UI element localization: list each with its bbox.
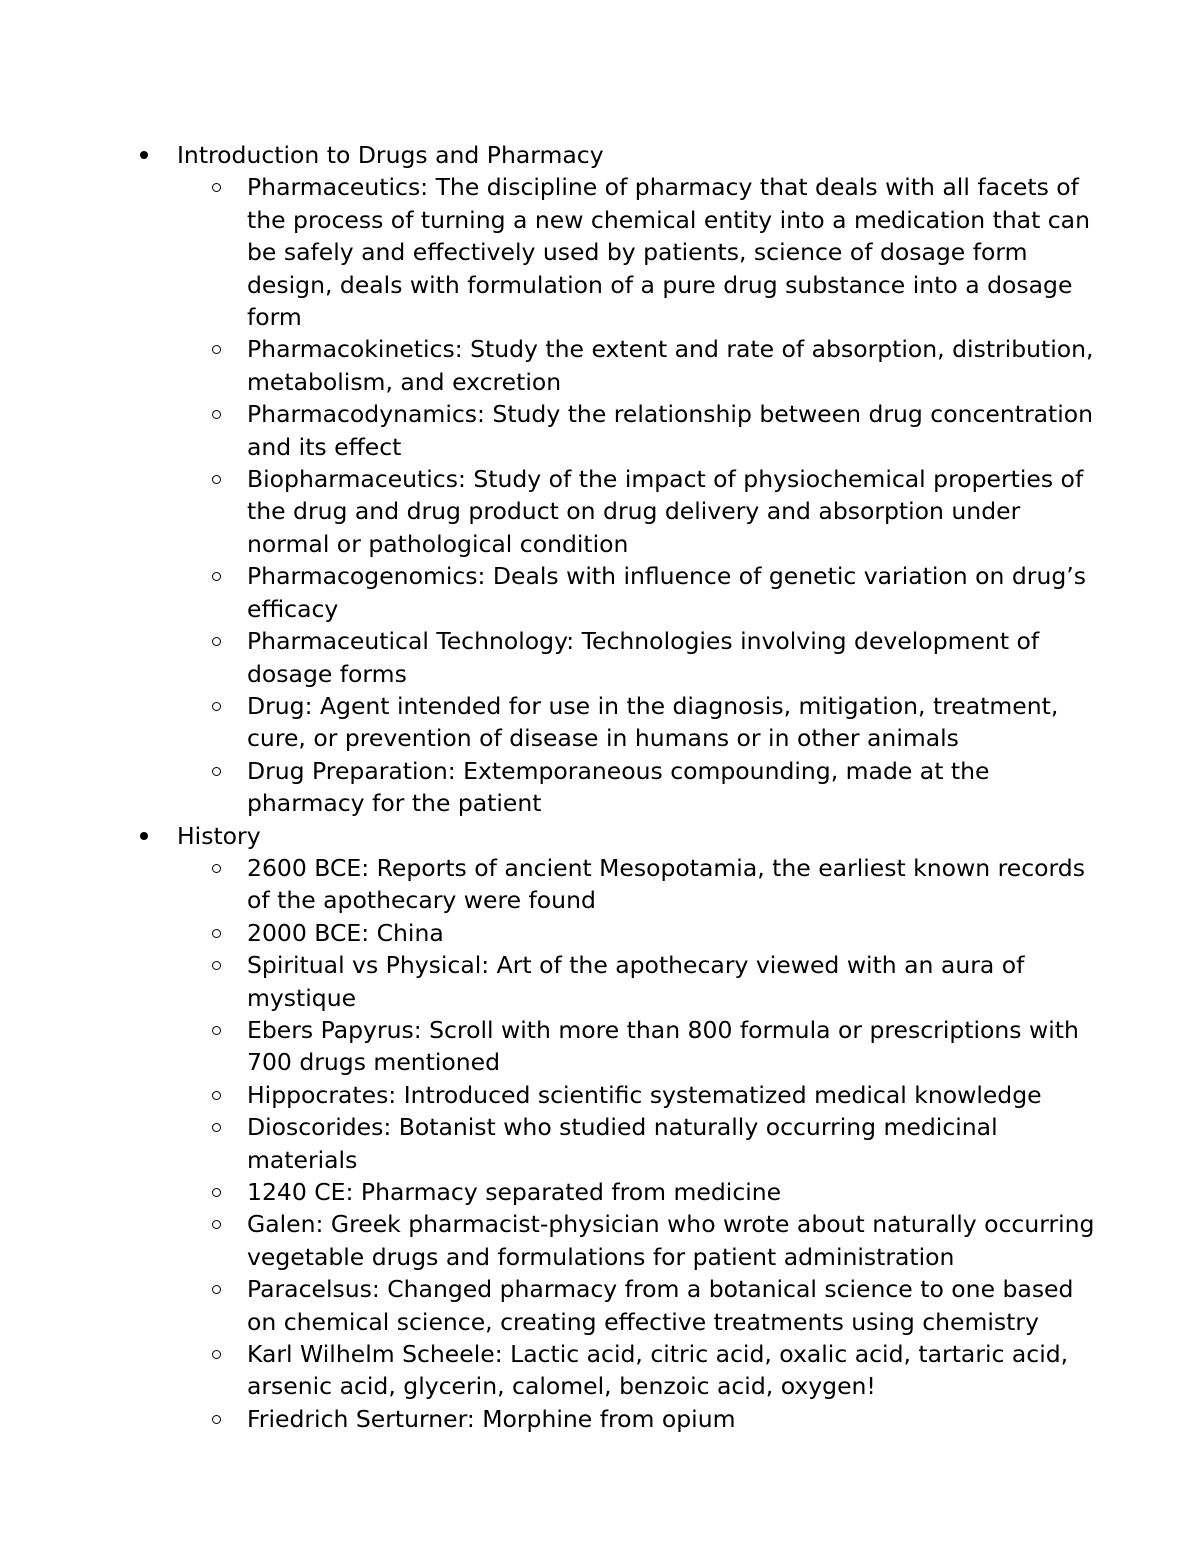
bullet-circle-icon bbox=[212, 1091, 221, 1100]
list-item bbox=[140, 1338, 1100, 1403]
list-item bbox=[140, 690, 1100, 755]
list-item-text: Drug: Agent intended for use in the diagnosis, mitigation, treatment, cure, or prevention of disease in humans or in other animals bbox=[247, 691, 1059, 753]
bullet-disc-icon bbox=[140, 151, 148, 159]
bullet-circle-icon bbox=[212, 1415, 221, 1424]
list-item-text: Ebers Papyrus: Scroll with more than 800 formula or prescriptions with 700 drugs mentioned bbox=[247, 1015, 1079, 1077]
bullet-circle-icon bbox=[212, 864, 221, 873]
list-item bbox=[140, 917, 1100, 949]
list-item-text: Biopharmaceutics: Study of the impact of physiochemical properties of the drug and drug product on drug delivery and absorption under normal or pathological condition bbox=[247, 465, 1084, 558]
list-item bbox=[140, 463, 1100, 560]
list-item bbox=[140, 1403, 1100, 1435]
list-item-text: Drug Preparation: Extemporaneous compounding, made at the pharmacy for the patient bbox=[247, 756, 990, 818]
section-heading bbox=[140, 139, 1100, 171]
bullet-circle-icon bbox=[212, 1350, 221, 1359]
bullet-circle-icon bbox=[212, 1220, 221, 1229]
bullet-circle-icon bbox=[212, 410, 221, 419]
list-item bbox=[140, 1176, 1100, 1208]
list-item-text: Pharmacogenomics: Deals with influence of genetic variation on drug’s efficacy bbox=[247, 562, 1086, 623]
bullet-circle-icon bbox=[212, 345, 221, 354]
document-body bbox=[140, 139, 1100, 1435]
list-item-text: Spiritual vs Physical: Art of the apothecary viewed with an aura of mystique bbox=[247, 951, 1025, 1012]
bullet-circle-icon bbox=[212, 1123, 221, 1132]
bullet-circle-icon bbox=[212, 1026, 221, 1035]
list-item-text: Karl Wilhelm Scheele: Lactic acid, citric acid, oxalic acid, tartaric acid, arsenic acid, glycerin, calomel, benzoic acid, oxygen! bbox=[247, 1340, 1069, 1401]
bullet-circle-icon bbox=[212, 572, 221, 581]
list-item bbox=[140, 1014, 1100, 1079]
list-item bbox=[140, 755, 1100, 820]
list-item-text: Galen: Greek pharmacist-physician who wrote about naturally occurring vegetable drugs and formulations for patient administration bbox=[247, 1210, 1095, 1271]
list-item bbox=[140, 560, 1100, 625]
list-item-text: 2000 BCE: China bbox=[247, 918, 444, 947]
section-heading-text: History bbox=[177, 821, 261, 850]
bullet-disc-icon bbox=[140, 832, 148, 840]
bullet-circle-icon bbox=[212, 929, 221, 938]
list-item-text: Friedrich Serturner: Morphine from opium bbox=[247, 1404, 736, 1433]
bullet-circle-icon bbox=[212, 767, 221, 776]
list-item-text: Hippocrates: Introduced scientific systematized medical knowledge bbox=[247, 1080, 1042, 1109]
bullet-circle-icon bbox=[212, 475, 221, 484]
section-heading-text: Introduction to Drugs and Pharmacy bbox=[177, 141, 604, 169]
list-item bbox=[140, 1208, 1100, 1273]
list-item-text: Pharmacodynamics: Study the relationship between drug concentration and its effect bbox=[247, 400, 1094, 461]
list-item-text: 1240 CE: Pharmacy separated from medicine bbox=[247, 1178, 782, 1206]
list-item bbox=[140, 852, 1100, 917]
list-item bbox=[140, 171, 1100, 333]
list-item bbox=[140, 398, 1100, 463]
section-history bbox=[140, 820, 1100, 1436]
bullet-circle-icon bbox=[212, 702, 221, 711]
bullet-circle-icon bbox=[212, 1285, 221, 1294]
list-item-text: Dioscorides: Botanist who studied naturally occurring medicinal materials bbox=[247, 1113, 998, 1174]
list-item bbox=[140, 1111, 1100, 1176]
list-item-text: 2600 BCE: Reports of ancient Mesopotamia, the earliest known records of the apothecary were found bbox=[247, 853, 1085, 915]
list-item-text: Pharmaceutics: The discipline of pharmacy that deals with all facets of the process of turning a new chemical entity into a medication that can be safely and effectively used by patients, science of dosage form design, deals with formulation of a pure drug substance into a dosage form bbox=[247, 173, 1090, 332]
bullet-circle-icon bbox=[212, 961, 221, 970]
section-heading bbox=[140, 820, 1100, 852]
list-item bbox=[140, 333, 1100, 398]
section-introduction bbox=[140, 139, 1100, 820]
list-item bbox=[140, 625, 1100, 690]
bullet-circle-icon bbox=[212, 1188, 221, 1197]
bullet-circle-icon bbox=[212, 637, 221, 646]
list-item-text: Pharmaceutical Technology: Technologies involving development of dosage forms bbox=[247, 627, 1040, 688]
list-item-text: Pharmacokinetics: Study the extent and rate of absorption, distribution, metabolism, and excretion bbox=[247, 335, 1094, 396]
list-item-text: Paracelsus: Changed pharmacy from a botanical science to one based on chemical science, creating effective treatments using chemistry bbox=[247, 1275, 1074, 1336]
list-item bbox=[140, 949, 1100, 1014]
list-item bbox=[140, 1273, 1100, 1338]
list-item bbox=[140, 1079, 1100, 1111]
bullet-circle-icon bbox=[212, 183, 221, 192]
